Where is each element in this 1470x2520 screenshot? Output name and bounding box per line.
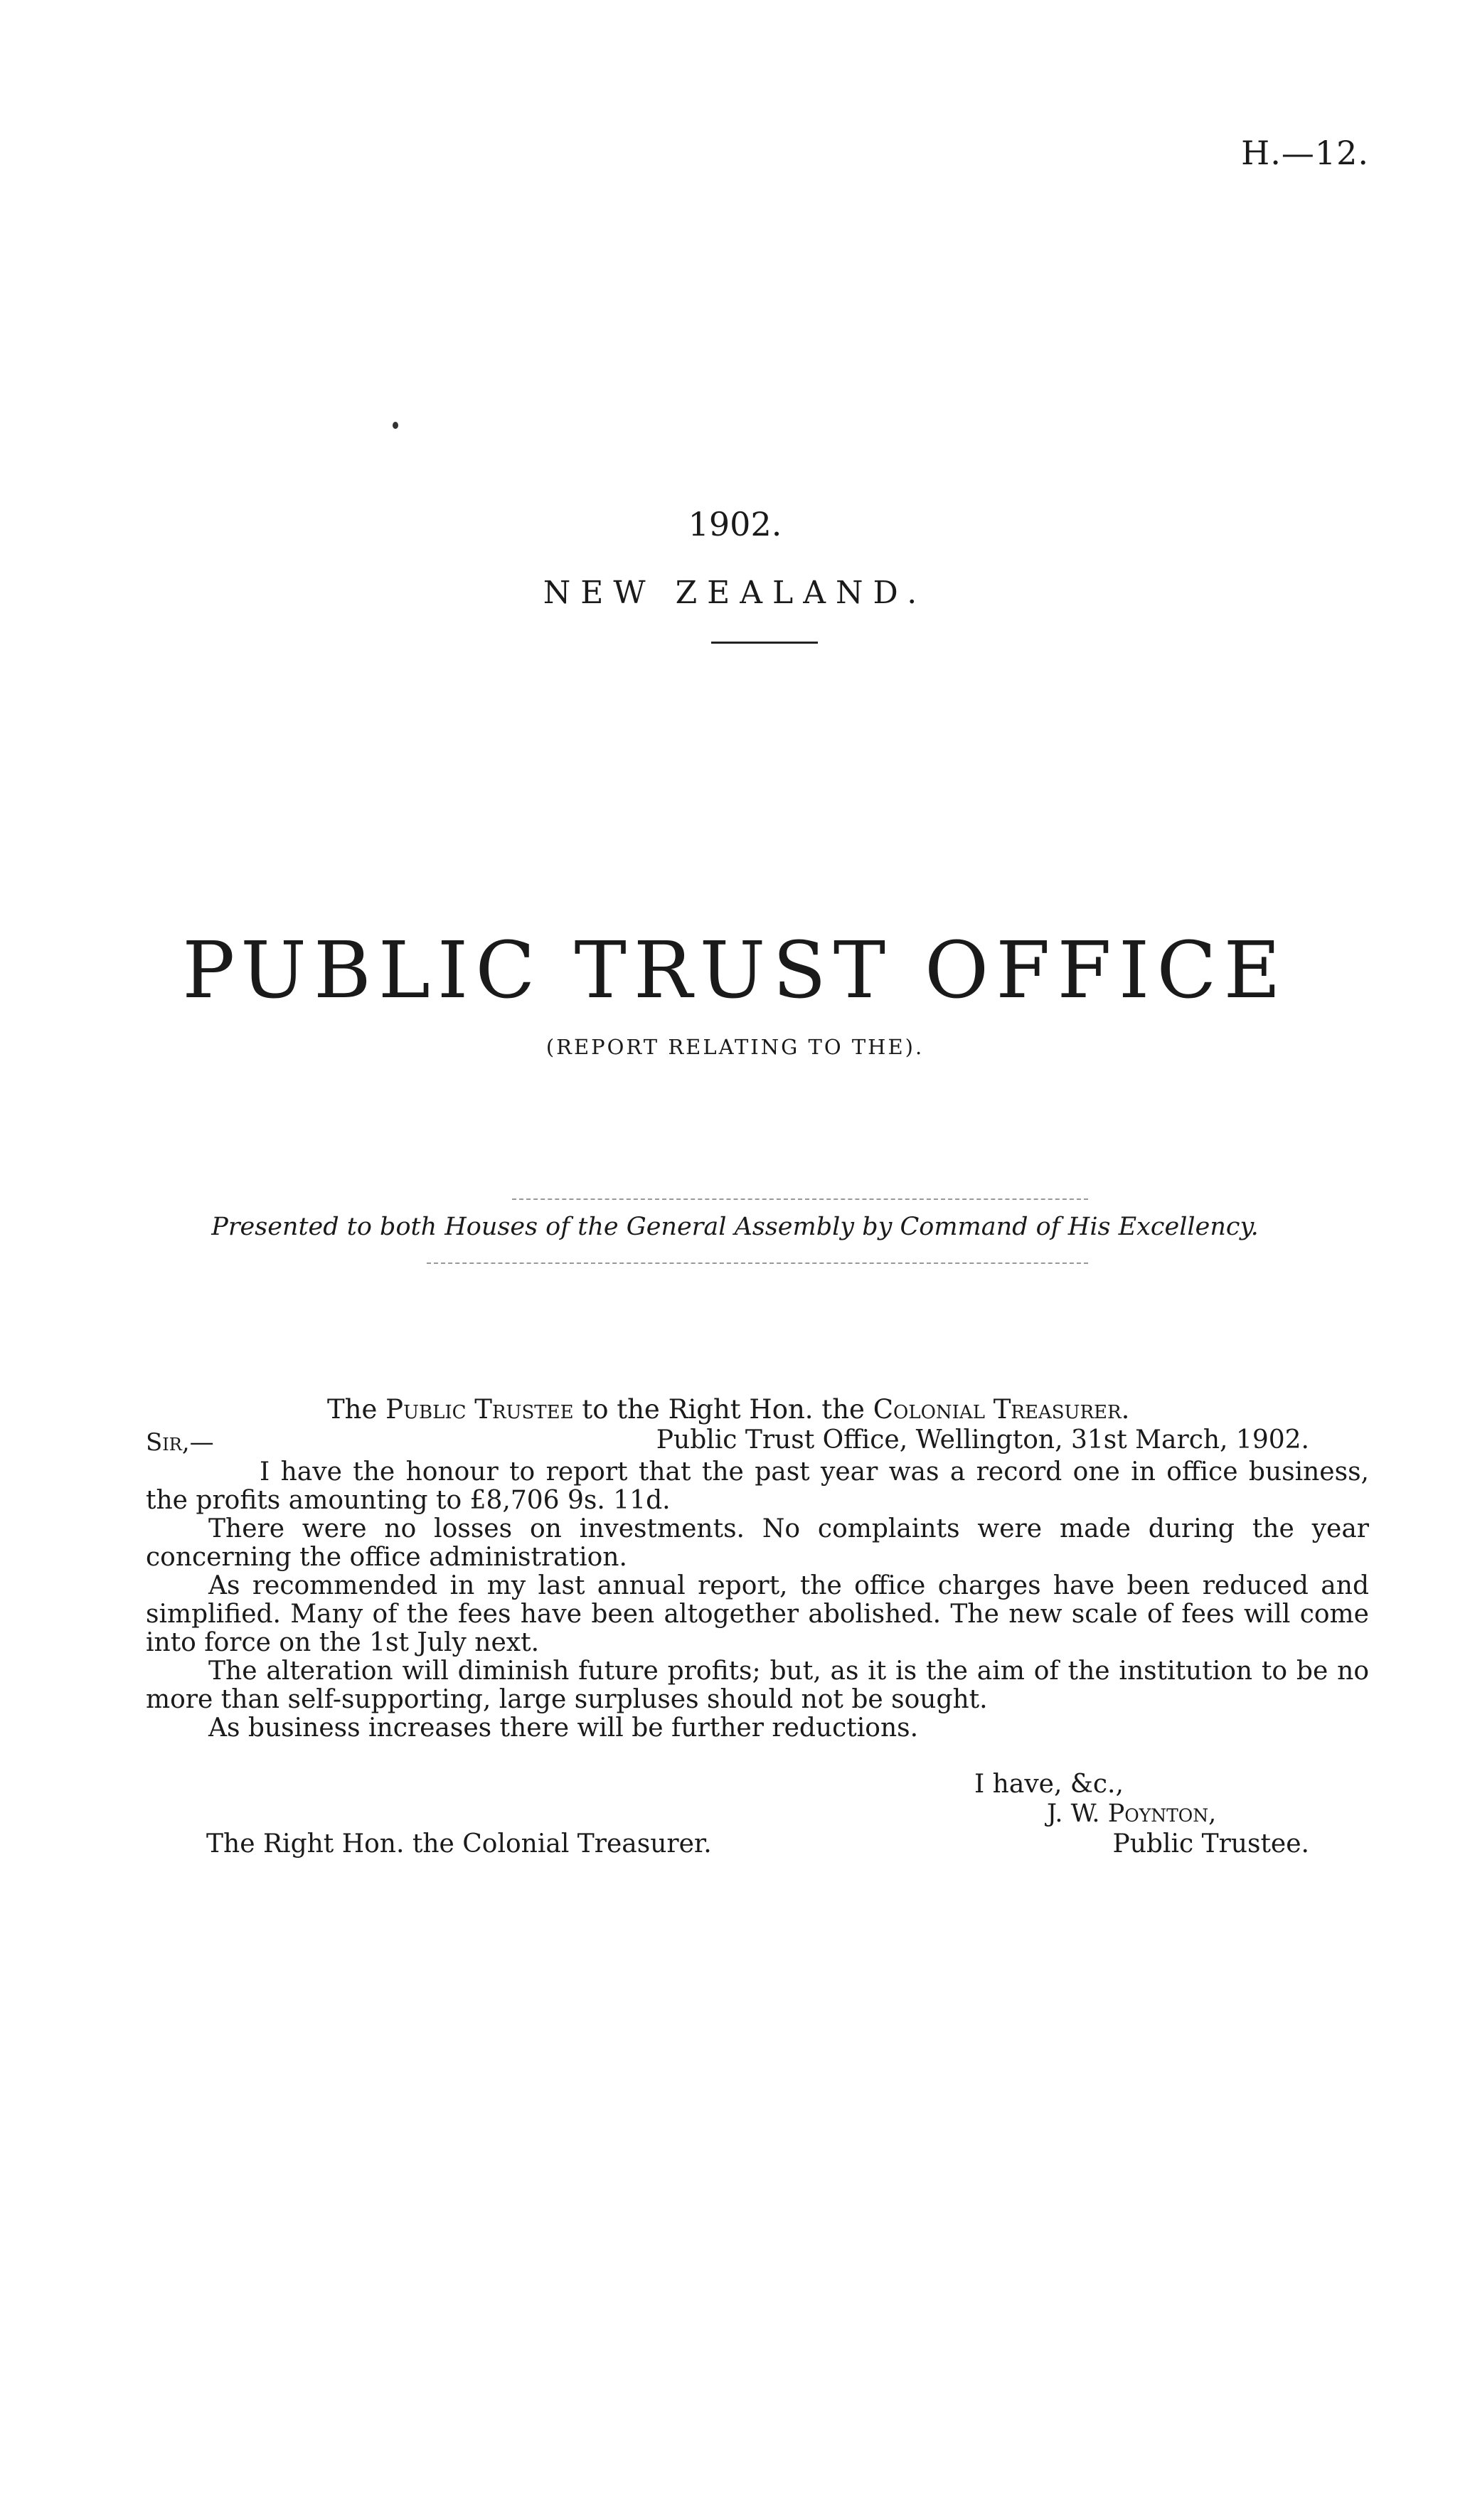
paper-reference: H.—12. <box>1241 134 1369 172</box>
letter-heading <box>327 1394 1129 1425</box>
salutation: Sir,— <box>146 1428 214 1457</box>
presentation-note: Presented to both Houses of the General Assembly by Command of His Excellency. <box>211 1213 1259 1241</box>
closing: I have, &c., <box>974 1770 1124 1799</box>
country-heading: NEW ZEALAND. <box>543 575 927 611</box>
letter-heading-from: Public Trustee <box>385 1394 574 1425</box>
addressee: The Right Hon. the Colonial Treasurer. <box>206 1829 712 1859</box>
paragraph: As business increases there will be further reductions. <box>208 1713 919 1743</box>
ink-speck <box>393 422 398 429</box>
letter-heading-mid: to the Right Hon. the <box>582 1394 865 1425</box>
document-subtitle: (REPORT RELATING TO THE). <box>545 1035 925 1059</box>
dateline: Public Trust Office, Wellington, 31st March, 1902. <box>656 1425 1309 1455</box>
signatory-title: Public Trustee. <box>1112 1829 1309 1859</box>
presented-rule-bottom <box>427 1262 1088 1264</box>
letter-heading-to: Colonial Treasurer. <box>873 1394 1130 1425</box>
letter-heading-the: The <box>327 1394 378 1425</box>
signatory-surname: Poynton, <box>1107 1799 1217 1828</box>
paragraph: The alteration will diminish future profits; but, as it is the aim of the institution to be no more than self-supporting, large surpluses should not be sought. <box>146 1657 1369 1714</box>
signatory-initials: J. W. <box>1047 1799 1100 1828</box>
document-title: PUBLIC TRUST OFFICE <box>182 925 1288 1016</box>
letter-body <box>146 1458 1369 1743</box>
paragraph: I have the honour to report that the past year was a record one in office business, the profits amounting to £8,706 9s. 11d. <box>146 1457 1369 1515</box>
paragraph: As recommended in my last annual report, the office charges have been reduced and simplified. Many of the fees have been altogether abolished. The new scale of fees will come into force on the 1st July next. <box>146 1571 1369 1657</box>
document-year: 1902. <box>688 505 782 543</box>
title-rule <box>711 642 818 644</box>
presented-rule-top <box>512 1198 1088 1200</box>
paragraph: There were no losses on investments. No complaints were made during the year concerning the office administration. <box>146 1514 1369 1572</box>
signatory-name <box>1047 1799 1216 1828</box>
